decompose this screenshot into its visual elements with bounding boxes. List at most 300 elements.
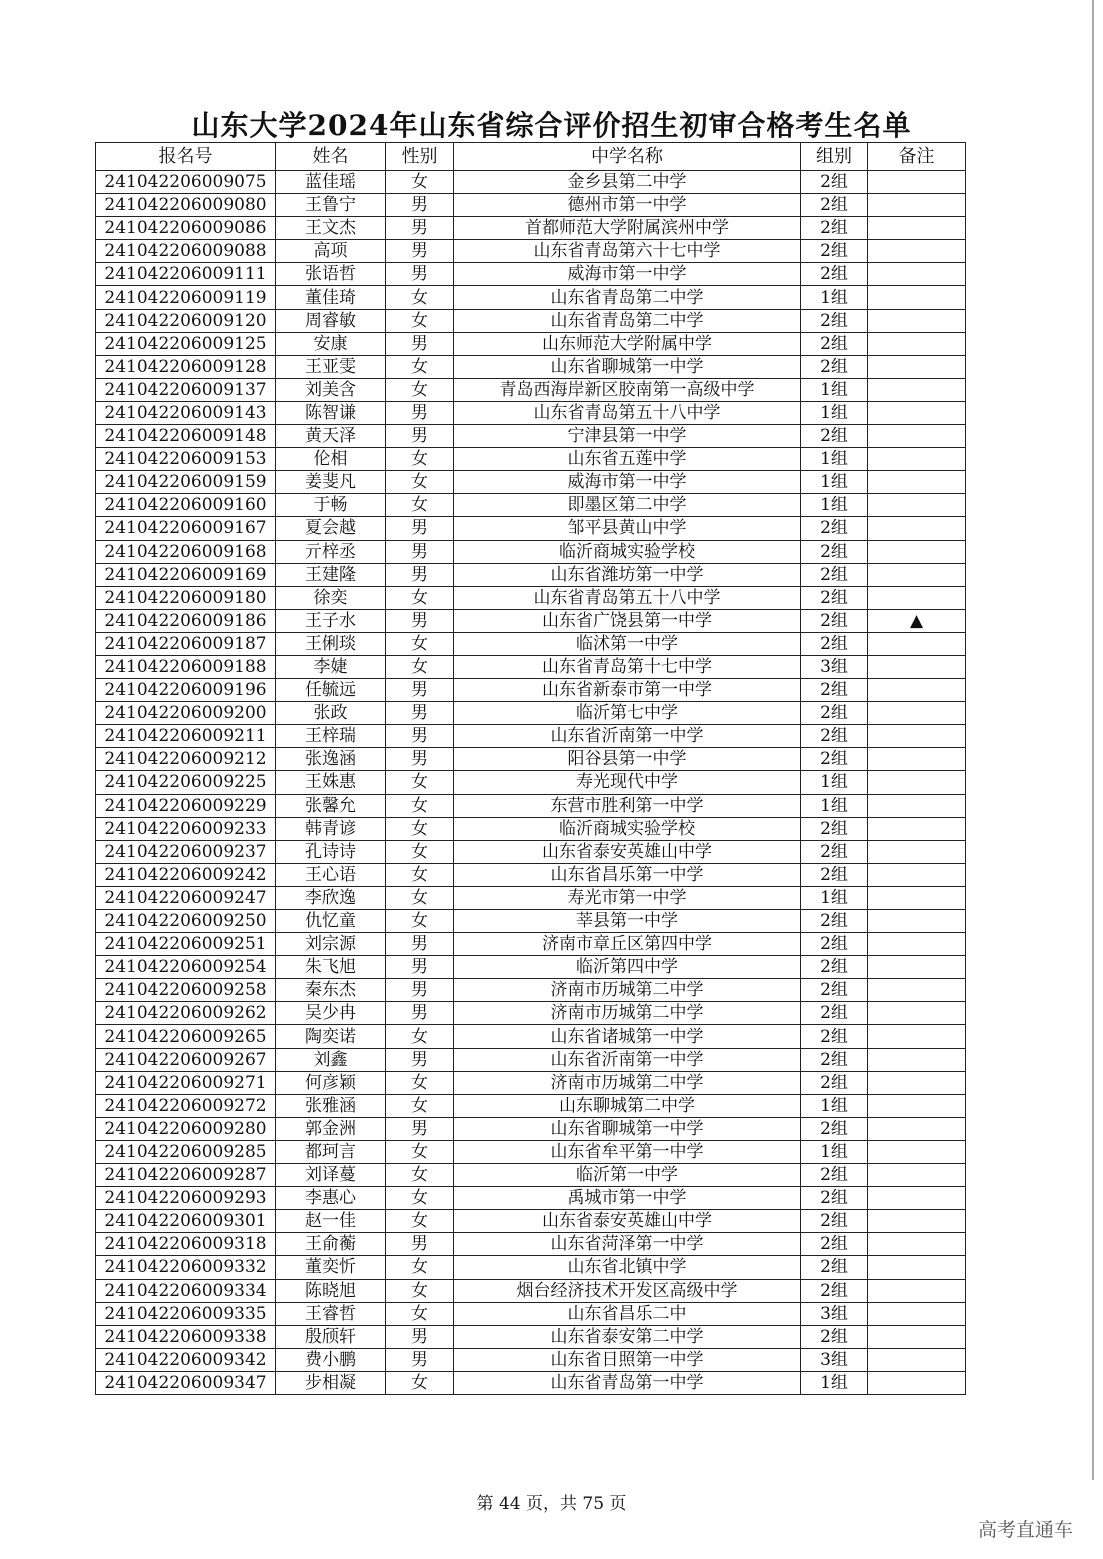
cell-school: 金乡县第二中学: [454, 171, 801, 194]
cell-remark: [868, 286, 966, 309]
cell-id: 241042206009262: [96, 1002, 276, 1025]
cell-remark: [868, 771, 966, 794]
table-row: [96, 771, 966, 794]
cell-id: 241042206009272: [96, 1094, 276, 1117]
cell-remark: [868, 540, 966, 563]
cell-gender: 女: [386, 1094, 454, 1117]
table-row: [96, 586, 966, 609]
table-row: [96, 863, 966, 886]
cell-group: 2组: [801, 817, 868, 840]
cell-group: 2组: [801, 1187, 868, 1210]
cell-remark: [868, 332, 966, 355]
cell-school: 寿光市第一中学: [454, 886, 801, 909]
cell-school: 山东省泰安第二中学: [454, 1325, 801, 1348]
cell-school: 山东省青岛第十七中学: [454, 655, 801, 678]
cell-group: 2组: [801, 933, 868, 956]
cell-id: 241042206009332: [96, 1256, 276, 1279]
table-row: [96, 425, 966, 448]
cell-gender: 女: [386, 1164, 454, 1187]
table-row: [96, 679, 966, 702]
cell-remark: [868, 1371, 966, 1394]
cell-id: 241042206009285: [96, 1140, 276, 1163]
cell-school: 即墨区第二中学: [454, 494, 801, 517]
cell-gender: 女: [386, 632, 454, 655]
cell-gender: 女: [386, 794, 454, 817]
cell-gender: 女: [386, 471, 454, 494]
cell-id: 241042206009125: [96, 332, 276, 355]
cell-remark: [868, 1094, 966, 1117]
table-row: [96, 332, 966, 355]
cell-name: 陶奕诺: [276, 1025, 386, 1048]
cell-school: 阳谷县第一中学: [454, 748, 801, 771]
cell-group: 2组: [801, 1233, 868, 1256]
table-row: [96, 1279, 966, 1302]
cell-remark: [868, 632, 966, 655]
cell-remark: [868, 725, 966, 748]
cell-remark: [868, 679, 966, 702]
cell-gender: 女: [386, 171, 454, 194]
cell-remark: [868, 1164, 966, 1187]
table-row: [96, 240, 966, 263]
cell-gender: 男: [386, 748, 454, 771]
cell-school: 山东省青岛第五十八中学: [454, 401, 801, 424]
cell-id: 241042206009167: [96, 517, 276, 540]
cell-school: 山东省沂南第一中学: [454, 725, 801, 748]
cell-name: 王心语: [276, 863, 386, 886]
cell-name: 伦相: [276, 448, 386, 471]
cell-gender: 女: [386, 286, 454, 309]
table-row: [96, 1002, 966, 1025]
cell-id: 241042206009267: [96, 1048, 276, 1071]
cell-name: 周睿敏: [276, 309, 386, 332]
cell-id: 241042206009251: [96, 933, 276, 956]
table-row: [96, 609, 966, 632]
candidate-table: [95, 142, 966, 1395]
cell-name: 刘鑫: [276, 1048, 386, 1071]
cell-id: 241042206009335: [96, 1302, 276, 1325]
cell-name: 王建隆: [276, 563, 386, 586]
cell-school: 山东省青岛第六十七中学: [454, 240, 801, 263]
table-row: [96, 263, 966, 286]
cell-gender: 男: [386, 1233, 454, 1256]
cell-school: 莘县第一中学: [454, 910, 801, 933]
cell-name: 王亚雯: [276, 355, 386, 378]
cell-group: 2组: [801, 1325, 868, 1348]
cell-id: 241042206009338: [96, 1325, 276, 1348]
table-row: [96, 517, 966, 540]
table-row: [96, 217, 966, 240]
table-row: [96, 1348, 966, 1371]
cell-group: 2组: [801, 748, 868, 771]
table-row: [96, 471, 966, 494]
cell-group: 2组: [801, 563, 868, 586]
cell-id: 241042206009254: [96, 956, 276, 979]
cell-gender: 女: [386, 494, 454, 517]
cell-gender: 男: [386, 702, 454, 725]
cell-gender: 男: [386, 194, 454, 217]
cell-id: 241042206009088: [96, 240, 276, 263]
cell-name: 韩青谚: [276, 817, 386, 840]
table-row: [96, 933, 966, 956]
cell-name: 郭金洲: [276, 1117, 386, 1140]
cell-school: 山东省青岛第一中学: [454, 1371, 801, 1394]
cell-school: 山东省菏泽第一中学: [454, 1233, 801, 1256]
cell-gender: 女: [386, 586, 454, 609]
cell-remark: [868, 378, 966, 401]
cell-remark: [868, 194, 966, 217]
cell-group: 1组: [801, 471, 868, 494]
cell-gender: 女: [386, 1256, 454, 1279]
cell-name: 张馨允: [276, 794, 386, 817]
cell-remark: [868, 586, 966, 609]
cell-gender: 女: [386, 448, 454, 471]
cell-school: 山东省青岛第二中学: [454, 286, 801, 309]
cell-remark: [868, 794, 966, 817]
cell-name: 王俞蘅: [276, 1233, 386, 1256]
cell-name: 赵一佳: [276, 1210, 386, 1233]
cell-id: 241042206009342: [96, 1348, 276, 1371]
cell-name: 秦东杰: [276, 979, 386, 1002]
cell-remark: [868, 933, 966, 956]
cell-gender: 男: [386, 725, 454, 748]
scan-edge-line: [1092, 0, 1094, 1480]
cell-remark: [868, 309, 966, 332]
cell-remark: [868, 1279, 966, 1302]
cell-school: 临沂商城实验学校: [454, 817, 801, 840]
cell-id: 241042206009247: [96, 886, 276, 909]
cell-group: 2组: [801, 217, 868, 240]
cell-remark: [868, 1256, 966, 1279]
cell-school: 山东省诸城第一中学: [454, 1025, 801, 1048]
cell-name: 董奕忻: [276, 1256, 386, 1279]
cell-name: 亓梓丞: [276, 540, 386, 563]
table-row: [96, 1325, 966, 1348]
cell-name: 安康: [276, 332, 386, 355]
cell-id: 241042206009347: [96, 1371, 276, 1394]
cell-gender: 男: [386, 517, 454, 540]
cell-gender: 女: [386, 378, 454, 401]
cell-id: 241042206009196: [96, 679, 276, 702]
cell-group: 1组: [801, 794, 868, 817]
table-row: [96, 563, 966, 586]
cell-group: 2组: [801, 725, 868, 748]
cell-name: 王子水: [276, 609, 386, 632]
table-row: [96, 1187, 966, 1210]
cell-group: 1组: [801, 1094, 868, 1117]
table-row: [96, 655, 966, 678]
cell-name: 步相凝: [276, 1371, 386, 1394]
table-row: [96, 1094, 966, 1117]
cell-id: 241042206009225: [96, 771, 276, 794]
cell-remark: [868, 979, 966, 1002]
cell-group: 2组: [801, 702, 868, 725]
cell-remark: [868, 1233, 966, 1256]
cell-gender: 女: [386, 1210, 454, 1233]
cell-id: 241042206009233: [96, 817, 276, 840]
cell-id: 241042206009258: [96, 979, 276, 1002]
table-row: [96, 1210, 966, 1233]
cell-id: 241042206009200: [96, 702, 276, 725]
cell-school: 山东省泰安英雄山中学: [454, 840, 801, 863]
cell-gender: 女: [386, 863, 454, 886]
cell-group: 2组: [801, 979, 868, 1002]
cell-id: 241042206009159: [96, 471, 276, 494]
cell-remark: [868, 471, 966, 494]
cell-group: 2组: [801, 1002, 868, 1025]
cell-remark: [868, 1002, 966, 1025]
cell-gender: 女: [386, 910, 454, 933]
document-title: 山东大学2024年山东省综合评价招生初审合格考生名单: [191, 109, 912, 142]
cell-name: 张语哲: [276, 263, 386, 286]
cell-school: 山东省泰安英雄山中学: [454, 1210, 801, 1233]
watermark: 高考直通车: [977, 1519, 1073, 1541]
table-row: [96, 1302, 966, 1325]
cell-gender: 男: [386, 540, 454, 563]
cell-group: 2组: [801, 840, 868, 863]
table-row: [96, 401, 966, 424]
cell-gender: 女: [386, 771, 454, 794]
cell-name: 刘译蔓: [276, 1164, 386, 1187]
table-row: [96, 1371, 966, 1394]
cell-id: 241042206009119: [96, 286, 276, 309]
cell-group: 2组: [801, 540, 868, 563]
cell-gender: 女: [386, 817, 454, 840]
cell-gender: 男: [386, 956, 454, 979]
table-row: [96, 1140, 966, 1163]
cell-gender: 女: [386, 886, 454, 909]
cell-remark: [868, 1187, 966, 1210]
column-header-name: 姓名: [276, 143, 386, 171]
cell-gender: 男: [386, 263, 454, 286]
cell-group: 2组: [801, 1164, 868, 1187]
cell-school: 寿光现代中学: [454, 771, 801, 794]
cell-remark: [868, 956, 966, 979]
cell-school: 临沂第一中学: [454, 1164, 801, 1187]
cell-id: 241042206009080: [96, 194, 276, 217]
cell-name: 蓝佳瑶: [276, 171, 386, 194]
cell-group: 1组: [801, 771, 868, 794]
cell-school: 烟台经济技术开发区高级中学: [454, 1279, 801, 1302]
cell-name: 张政: [276, 702, 386, 725]
cell-school: 山东省聊城第一中学: [454, 1117, 801, 1140]
cell-gender: 女: [386, 1279, 454, 1302]
cell-id: 241042206009160: [96, 494, 276, 517]
cell-remark: [868, 494, 966, 517]
cell-group: 2组: [801, 240, 868, 263]
cell-name: 孔诗诗: [276, 840, 386, 863]
cell-group: 1组: [801, 1371, 868, 1394]
cell-gender: 男: [386, 933, 454, 956]
cell-remark: [868, 840, 966, 863]
cell-gender: 男: [386, 1048, 454, 1071]
cell-gender: 男: [386, 240, 454, 263]
cell-gender: 女: [386, 655, 454, 678]
cell-name: 费小鹏: [276, 1348, 386, 1371]
cell-remark: [868, 425, 966, 448]
cell-name: 任毓远: [276, 679, 386, 702]
cell-school: 临沂商城实验学校: [454, 540, 801, 563]
table-row: [96, 1048, 966, 1071]
cell-name: 李婕: [276, 655, 386, 678]
cell-school: 济南市历城第二中学: [454, 1071, 801, 1094]
cell-school: 青岛西海岸新区胶南第一高级中学: [454, 378, 801, 401]
cell-school: 山东省广饶县第一中学: [454, 609, 801, 632]
cell-id: 241042206009153: [96, 448, 276, 471]
cell-school: 山东省青岛第二中学: [454, 309, 801, 332]
cell-gender: 女: [386, 355, 454, 378]
table-row: [96, 540, 966, 563]
cell-group: 2组: [801, 632, 868, 655]
cell-school: 宁津县第一中学: [454, 425, 801, 448]
cell-id: 241042206009148: [96, 425, 276, 448]
cell-group: 2组: [801, 1071, 868, 1094]
cell-group: 2组: [801, 332, 868, 355]
cell-school: 首都师范大学附属滨州中学: [454, 217, 801, 240]
cell-school: 东营市胜利第一中学: [454, 794, 801, 817]
column-header-group: 组别: [801, 143, 868, 171]
cell-school: 济南市章丘区第四中学: [454, 933, 801, 956]
cell-school: 山东省沂南第一中学: [454, 1048, 801, 1071]
cell-gender: 男: [386, 401, 454, 424]
cell-group: 1组: [801, 448, 868, 471]
cell-group: 1组: [801, 1140, 868, 1163]
cell-gender: 男: [386, 609, 454, 632]
cell-name: 朱飞旭: [276, 956, 386, 979]
cell-gender: 男: [386, 979, 454, 1002]
cell-group: 2组: [801, 863, 868, 886]
cell-school: 临沭第一中学: [454, 632, 801, 655]
cell-remark: [868, 1348, 966, 1371]
cell-name: 仇忆童: [276, 910, 386, 933]
cell-group: 2组: [801, 679, 868, 702]
cell-name: 徐奕: [276, 586, 386, 609]
cell-name: 何彦颖: [276, 1071, 386, 1094]
cell-name: 李欣逸: [276, 886, 386, 909]
table-row: [96, 1071, 966, 1094]
cell-school: 山东省五莲中学: [454, 448, 801, 471]
table-row: [96, 286, 966, 309]
cell-id: 241042206009120: [96, 309, 276, 332]
cell-name: 黄天泽: [276, 425, 386, 448]
cell-name: 殷颀轩: [276, 1325, 386, 1348]
cell-school: 山东省新泰市第一中学: [454, 679, 801, 702]
cell-remark: [868, 401, 966, 424]
cell-remark: [868, 517, 966, 540]
cell-group: 2组: [801, 1048, 868, 1071]
cell-school: 山东省聊城第一中学: [454, 355, 801, 378]
cell-school: 临沂第七中学: [454, 702, 801, 725]
cell-id: 241042206009187: [96, 632, 276, 655]
cell-gender: 男: [386, 1117, 454, 1140]
cell-school: 山东省牟平第一中学: [454, 1140, 801, 1163]
cell-name: 董佳琦: [276, 286, 386, 309]
cell-gender: 男: [386, 425, 454, 448]
cell-name: 王文杰: [276, 217, 386, 240]
cell-name: 张雅涵: [276, 1094, 386, 1117]
cell-gender: 女: [386, 1025, 454, 1048]
cell-id: 241042206009334: [96, 1279, 276, 1302]
cell-name: 都珂言: [276, 1140, 386, 1163]
cell-id: 241042206009250: [96, 910, 276, 933]
table-row: [96, 794, 966, 817]
cell-id: 241042206009242: [96, 863, 276, 886]
cell-gender: 女: [386, 1371, 454, 1394]
cell-group: 2组: [801, 1210, 868, 1233]
cell-id: 241042206009188: [96, 655, 276, 678]
cell-group: 2组: [801, 609, 868, 632]
cell-school: 威海市第一中学: [454, 263, 801, 286]
cell-id: 241042206009137: [96, 378, 276, 401]
column-header-school: 中学名称: [454, 143, 801, 171]
cell-gender: 女: [386, 309, 454, 332]
cell-school: 禹城市第一中学: [454, 1187, 801, 1210]
cell-school: 山东省青岛第五十八中学: [454, 586, 801, 609]
table-row: [96, 448, 966, 471]
cell-school: 山东省昌乐二中: [454, 1302, 801, 1325]
table-row: [96, 748, 966, 771]
cell-name: 王姝惠: [276, 771, 386, 794]
cell-remark: [868, 448, 966, 471]
table-row: [96, 194, 966, 217]
cell-name: 陈智谦: [276, 401, 386, 424]
cell-group: 2组: [801, 425, 868, 448]
cell-remark: [868, 217, 966, 240]
table-row: [96, 378, 966, 401]
table-row: [96, 840, 966, 863]
table-row: [96, 725, 966, 748]
cell-group: 1组: [801, 378, 868, 401]
cell-gender: 女: [386, 1140, 454, 1163]
cell-id: 241042206009287: [96, 1164, 276, 1187]
cell-group: 2组: [801, 1117, 868, 1140]
cell-group: 2组: [801, 956, 868, 979]
table-row: [96, 1025, 966, 1048]
cell-group: 2组: [801, 171, 868, 194]
cell-gender: 女: [386, 840, 454, 863]
cell-name: 姜斐凡: [276, 471, 386, 494]
cell-remark: [868, 171, 966, 194]
cell-school: 济南市历城第二中学: [454, 979, 801, 1002]
table-row: [96, 886, 966, 909]
cell-remark: [868, 1210, 966, 1233]
cell-gender: 女: [386, 1302, 454, 1325]
cell-gender: 女: [386, 1187, 454, 1210]
cell-id: 241042206009237: [96, 840, 276, 863]
cell-remark: [868, 263, 966, 286]
cell-school: 邹平县黄山中学: [454, 517, 801, 540]
table-row: [96, 979, 966, 1002]
table-header-row: [96, 143, 966, 171]
cell-id: 241042206009280: [96, 1117, 276, 1140]
cell-id: 241042206009075: [96, 171, 276, 194]
table-row: [96, 956, 966, 979]
cell-school: 山东省潍坊第一中学: [454, 563, 801, 586]
table-row: [96, 910, 966, 933]
table-row: [96, 702, 966, 725]
column-header-gender: 性别: [386, 143, 454, 171]
cell-name: 吴少冉: [276, 1002, 386, 1025]
cell-name: 王睿哲: [276, 1302, 386, 1325]
cell-id: 241042206009168: [96, 540, 276, 563]
table-row: [96, 1164, 966, 1187]
cell-group: 1组: [801, 401, 868, 424]
cell-gender: 女: [386, 1071, 454, 1094]
cell-id: 241042206009229: [96, 794, 276, 817]
cell-name: 刘美含: [276, 378, 386, 401]
table-row: [96, 1233, 966, 1256]
cell-school: 山东师范大学附属中学: [454, 332, 801, 355]
cell-remark: [868, 1071, 966, 1094]
